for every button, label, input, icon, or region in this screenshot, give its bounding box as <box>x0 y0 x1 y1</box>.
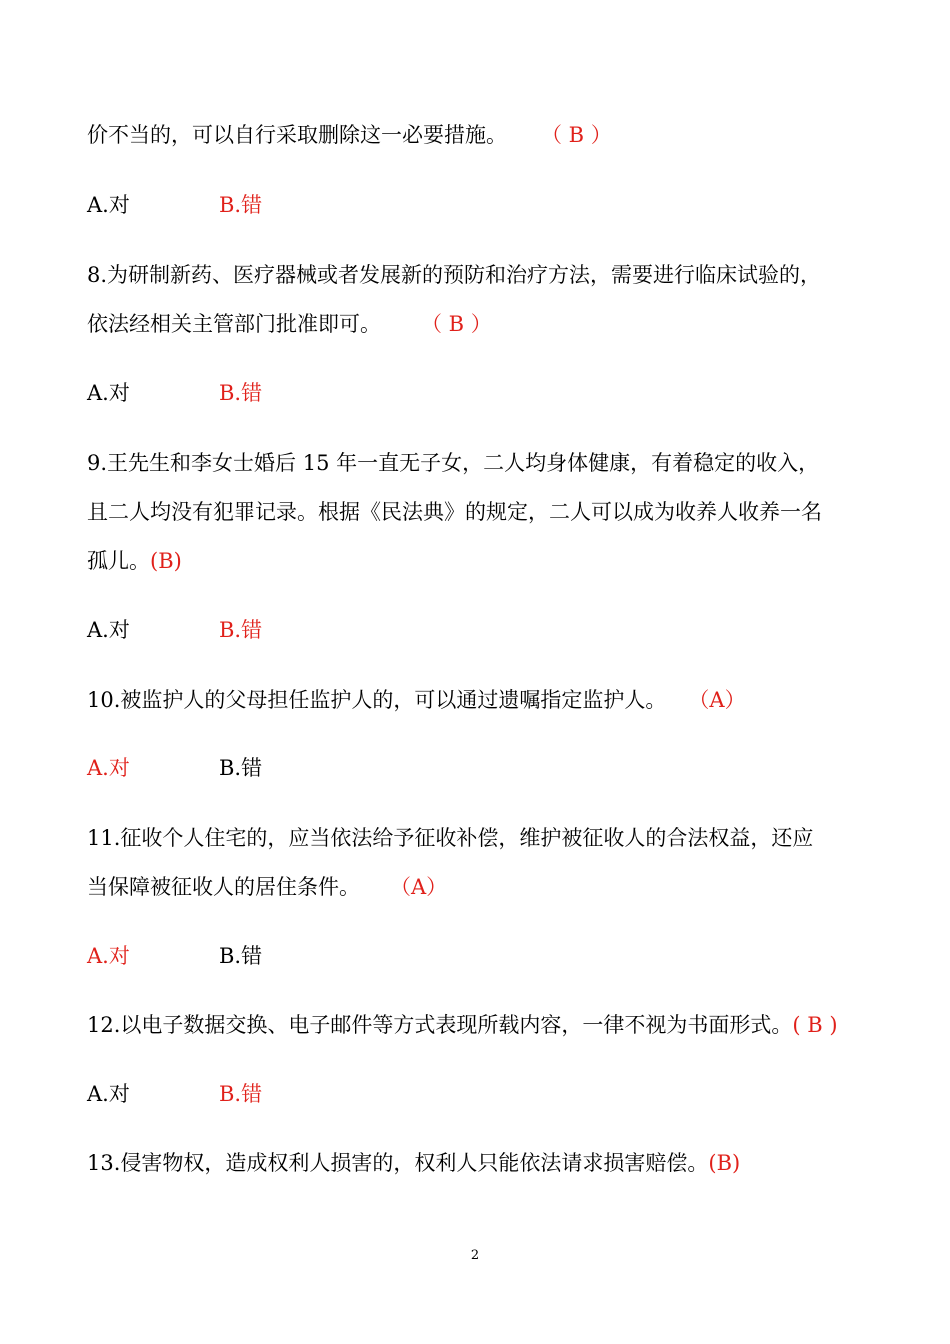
question-text: 8.为研制新药、医疗器械或者发展新的预防和治疗方法，需要进行临床试验的， <box>87 263 822 287</box>
option-b: B.错 <box>219 193 263 217</box>
question-line <box>87 1012 838 1038</box>
option-b: B.错 <box>219 944 263 968</box>
question-line <box>87 262 821 288</box>
question-line <box>87 1150 740 1176</box>
question-line <box>87 548 182 574</box>
question-text: 13.侵害物权，造成权利人损害的，权利人只能依法请求损害赔偿。 <box>87 1151 709 1175</box>
option-b: B.错 <box>219 756 263 780</box>
question-line <box>87 311 492 337</box>
option-b: B.错 <box>219 1082 263 1106</box>
answer-marker: (B) <box>708 1151 741 1175</box>
question-text: 孤儿。 <box>87 549 150 573</box>
question-text: 依法经相关主管部门批准即可。 <box>87 312 381 336</box>
option-a: A.对 <box>87 381 130 405</box>
question-line <box>87 825 813 851</box>
question-line <box>87 874 447 900</box>
question-text: 12.以电子数据交换、电子邮件等方式表现所载内容，一律不视为书面形式。 <box>87 1013 793 1037</box>
question-line <box>87 122 612 148</box>
answer-marker: ( B ) <box>792 1013 838 1037</box>
option-a: A.对 <box>87 1082 130 1106</box>
question-line <box>87 687 746 713</box>
question-text: 当保障被征收人的居住条件。 <box>87 875 360 899</box>
answer-marker: (B) <box>150 549 182 573</box>
page-number: 2 <box>470 1248 480 1263</box>
question-text: 9.王先生和李女士婚后 15 年一直无子女，二人均身体健康，有着稳定的收入， <box>87 451 820 475</box>
question-line <box>87 450 819 476</box>
option-a: A.对 <box>87 618 130 642</box>
question-text: 10.被监护人的父母担任监护人的，可以通过遗嘱指定监护人。 <box>87 688 667 712</box>
question-text: 价不当的，可以自行采取删除这一必要措施。 <box>87 123 507 147</box>
answer-marker: （ B ） <box>421 312 492 336</box>
option-b: B.错 <box>219 618 263 642</box>
answer-marker: （A） <box>390 875 448 899</box>
option-a: A.对 <box>87 193 130 217</box>
option-b: B.错 <box>219 381 263 405</box>
answer-marker: （ B ） <box>541 123 612 147</box>
question-text: 11.征收个人住宅的，应当依法给予征收补偿，维护被征收人的合法权益，还应 <box>87 826 814 850</box>
question-line <box>87 499 822 525</box>
option-a: A.对 <box>87 756 130 780</box>
question-text: 且二人均没有犯罪记录。根据《民法典》的规定，二人可以成为收养人收养一名 <box>87 500 822 524</box>
option-a: A.对 <box>87 944 130 968</box>
answer-marker: （A） <box>688 688 746 712</box>
